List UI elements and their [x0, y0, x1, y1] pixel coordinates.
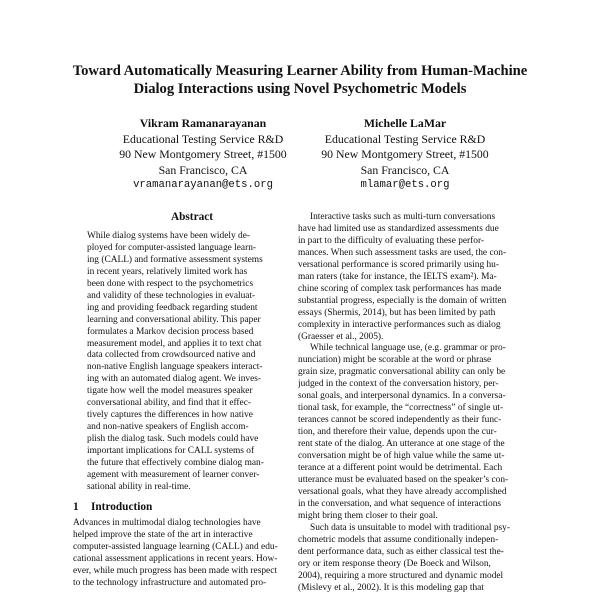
author-block: [88, 116, 318, 194]
text-line: to the technology infrastructure and automated pro-: [73, 577, 267, 588]
text-line: Advances in multimodal dialog technologies have: [73, 517, 261, 528]
text-line: ployed for computer-assisted language learn-: [87, 242, 257, 253]
text-line: While technical language use, (e.g. grammar or pro-: [310, 343, 506, 354]
text-line: in part to the difficulty of evaluating these perfor-: [298, 235, 485, 246]
text-line: terance at a different point would be detrimental. Each: [298, 463, 503, 474]
text-line: ing (CALL) and formative assessment systems: [87, 254, 263, 265]
text-line: tion, and therefore their value, depends upon the cur-: [298, 427, 497, 438]
section-title: Introduction: [91, 500, 153, 513]
author-city: San Francisco, CA: [360, 162, 450, 177]
text-line: grain size, pragmatic conversational ability can only be: [298, 367, 506, 378]
text-line: might bring them closer to their goal.: [298, 510, 438, 521]
text-line: man raters (take for instance, the IELTS exam²). Ma-: [298, 271, 497, 282]
text-line: utterance must be evaluated based on the speaker’s con-: [298, 474, 509, 485]
text-line: tigate how well the model measures speaker: [87, 386, 253, 397]
text-line: have had limited use as standardized assessments due: [298, 223, 499, 234]
text-line: helped improve the state of the art in interactive: [73, 529, 253, 540]
text-line: rent state of the dialog. An utterance at one stage of the: [298, 439, 505, 450]
abstract-body: [73, 231, 311, 494]
text-line: Interactive tasks such as multi-turn conversations: [310, 212, 496, 222]
text-line: in recent years, relatively limited work has: [87, 266, 248, 277]
text-line: data collected from crowdsourced native and: [87, 350, 256, 361]
text-line: (Mislevy et al., 2002). It is this modeling gap that: [298, 582, 484, 593]
text-line: measurement model, and applies it to text chat: [87, 338, 262, 349]
text-line: formulates a Markov decision process based: [87, 326, 254, 337]
left-column: [73, 212, 311, 590]
text-line: sational ability in real-time.: [87, 481, 191, 492]
abstract-heading: Abstract: [170, 211, 214, 223]
text-line: 2004), requiring a more structured and dynamic model: [298, 570, 504, 581]
author-block: [290, 116, 520, 194]
text-line: essays (Shermis, 2014), but has been limited by path: [298, 307, 496, 318]
paragraph: [298, 212, 536, 343]
text-line: agement with measurement of learner conver-: [87, 470, 260, 481]
author-city: San Francisco, CA: [158, 162, 248, 177]
text-line: learning and conversational ability. This paper: [87, 314, 261, 325]
text-line: ever, while much progress has been made with respect: [73, 565, 277, 576]
text-line: While dialog systems have been widely de-: [87, 230, 250, 241]
text-line: cational assessment applications in recent years. How-: [73, 553, 278, 564]
text-line: been done with respect to the psychometrics: [87, 278, 254, 289]
text-line: complexity in interactive performances such as dialog: [298, 319, 501, 330]
text-line: chometric models that assume conditionally indepen-: [298, 534, 499, 545]
paper-title: [40, 62, 560, 98]
text-line: substantial progress, especially is the domain of written: [298, 295, 507, 306]
right-column: [298, 212, 536, 595]
text-line: the future that effectively combine dialog man-: [87, 458, 264, 469]
text-line: Such data is unsuitable to model with traditional psy-: [310, 522, 510, 533]
section-heading: [73, 502, 311, 514]
text-line: in the conversation, and what sequence of interactions: [298, 498, 502, 509]
text-line: ing and providing feedback regarding student: [87, 302, 258, 313]
text-line: judged in the context of the conversation history, per-: [298, 379, 499, 390]
author-email: mlamar@ets.org: [360, 179, 450, 191]
author-affiliation: Educational Testing Service R&D: [324, 131, 486, 146]
author-address: 90 New Montgomery Street, #1500: [321, 147, 489, 161]
text-line: nunciation) might be scorable at the word or phrase: [298, 355, 492, 366]
text-line: dent performance data, such as either classical test the-: [298, 546, 504, 557]
paragraph: [298, 343, 536, 522]
text-line: non-native English language speakers interact-: [87, 362, 263, 373]
text-line: tively captures the differences in how native: [87, 410, 253, 421]
author-address: 90 New Montgomery Street, #1500: [119, 147, 287, 161]
text-line: ory or item response theory (De Boeck and Wilson,: [298, 558, 491, 569]
text-line: conversation might be of high value while the same ut-: [298, 451, 505, 462]
title-line: Toward Automatically Measuring Learner Ability from Human-Machine: [72, 63, 528, 79]
text-line: and validity of these technologies in evaluat-: [87, 290, 256, 301]
text-line: chine scoring of complex task performances has made: [298, 283, 502, 294]
introduction-body: [73, 518, 311, 590]
author-name: Michelle LaMar: [363, 116, 447, 130]
text-line: terances cannot be scored independently as their func-: [298, 415, 502, 426]
text-line: (Graesser et al., 2005).: [298, 331, 384, 342]
paragraph: [298, 523, 536, 595]
author-affiliation: Educational Testing Service R&D: [122, 131, 284, 146]
section-number: 1: [73, 500, 79, 513]
text-line: computer-assisted language learning (CALL) and edu-: [73, 541, 278, 552]
author-email: vramanarayanan@ets.org: [133, 179, 273, 191]
text-line: ing with an automated dialog agent. We inves-: [87, 374, 262, 385]
text-line: versational performance is scored primarily using hu-: [298, 259, 499, 270]
text-line: mances. When such assessment tasks are used, the con-: [298, 247, 507, 258]
title-line: Dialog Interactions using Novel Psychometric Models: [133, 81, 467, 97]
text-line: sonal goals, and interpersonal dynamics. In a conversa-: [298, 391, 506, 402]
text-line: conversational ability, and find that it effec-: [87, 398, 252, 409]
text-line: and non-native speakers of English accom-: [87, 422, 249, 433]
text-line: tional task, for example, the “correctness” of single ut-: [298, 403, 504, 414]
author-name: Vikram Ramanarayanan: [139, 116, 267, 130]
text-line: important implications for CALL systems of: [87, 446, 255, 457]
text-line: plish the dialog task. Such models could have: [87, 434, 259, 445]
text-line: versational goals, what they have already accomplished: [298, 486, 507, 497]
